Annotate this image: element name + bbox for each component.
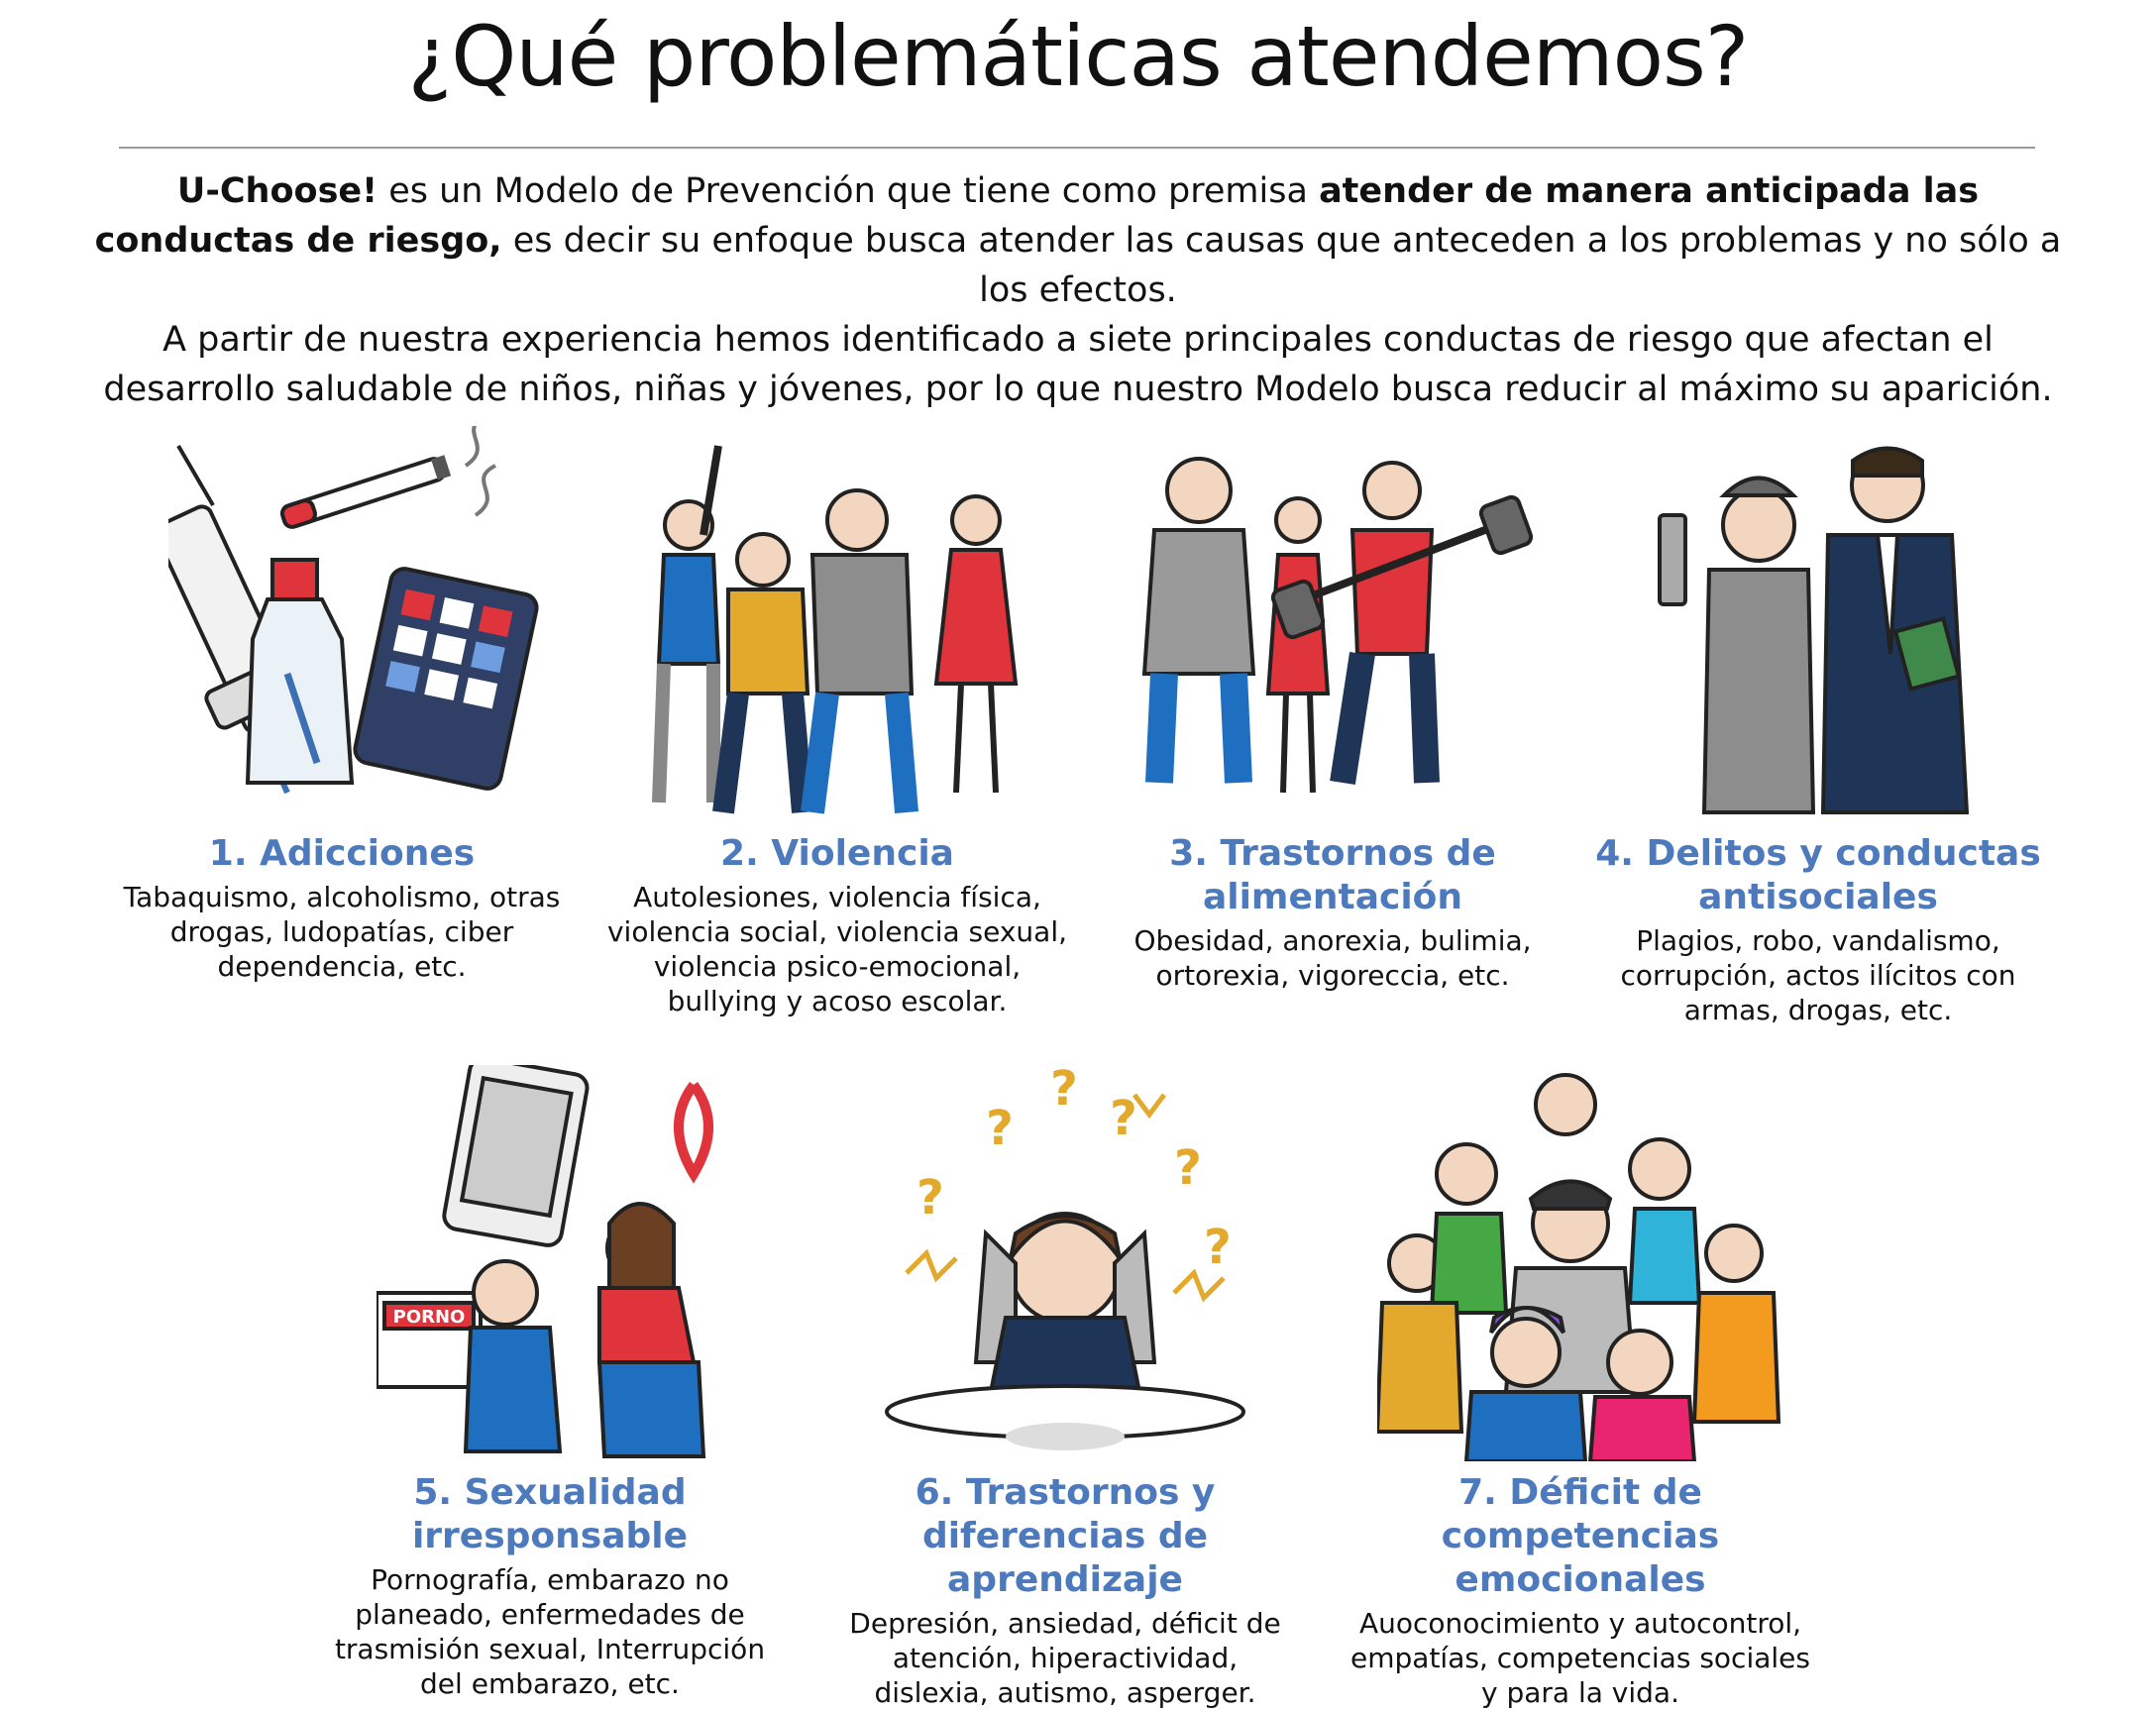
question-mark: ?	[1050, 1065, 1078, 1117]
emotional-skills-illustration	[1377, 1065, 1783, 1461]
problem-title: 7. Déficit de competencias emocionales	[1441, 1472, 1720, 1600]
problem-title: 6. Trastornos y diferencias de aprendizaje	[915, 1472, 1216, 1600]
crime-illustration	[1655, 426, 1982, 822]
violence-illustration	[644, 426, 1040, 822]
problem-title: 2. Violencia	[720, 833, 954, 874]
question-mark: ?	[1110, 1091, 1137, 1146]
problem-description: Auoconocimiento y autocontrol, empatías, competencias sociales y para la vida.	[1350, 1607, 1810, 1709]
problem-description: Depresión, ansiedad, déficit de atención, hiperactividad, dislexia, autismo, asperger.	[849, 1607, 1281, 1709]
problem-description: Obesidad, anorexia, bulimia, ortorexia, vigoreccia, etc.	[1133, 924, 1532, 992]
page-title: ¿Qué problemáticas atendemos?	[407, 8, 1749, 105]
question-mark: ?	[1204, 1220, 1232, 1275]
problem-title: 3. Trastornos de alimentación	[1169, 833, 1496, 917]
question-mark: ?	[916, 1170, 944, 1226]
brand-name: U-Choose!	[176, 171, 378, 211]
problem-card-sexuality	[317, 1065, 783, 1699]
problem-title: 5. Sexualidad irresponsable	[411, 1472, 689, 1556]
intro-text	[79, 166, 2077, 414]
question-mark: ?	[986, 1101, 1014, 1156]
intro-paragraph-2: A partir de nuestra experiencia hemos identificado a siete principales conductas de riesgo que afectan el desarrollo saludable de niños, niñas y jóvenes, por lo que nuestro Modelo busca reducir al máximo su aparición.	[103, 320, 2053, 409]
problem-card-crime	[1585, 426, 2051, 1026]
eating-disorders-illustration	[1130, 446, 1536, 822]
problem-card-eating-disorders	[1100, 426, 1565, 1020]
learning-disorders-illustration	[877, 1065, 1253, 1461]
problem-description: Tabaquismo, alcoholismo, otras drogas, ludopatías, ciber dependencia, etc.	[123, 881, 561, 983]
porno-label: PORNO	[392, 1307, 466, 1328]
problem-title: 4. Delitos y conductas antisociales	[1595, 833, 2041, 917]
intro-emphasis: atender de manera anticipada las conductas de riesgo,	[94, 171, 1980, 261]
sexuality-illustration	[377, 1065, 753, 1461]
problem-description: Pornografía, embarazo no planeado, enfermedades de trasmisión sexual, Interrupción del embarazo, etc.	[334, 1563, 766, 1700]
addictions-illustration	[168, 426, 545, 822]
problem-title: 1. Adicciones	[208, 833, 476, 874]
question-mark: ?	[1174, 1140, 1202, 1196]
problem-description: Autolesiones, violencia física, violencia social, violencia sexual, violencia psico-emocional, bullying y acoso escolar.	[606, 881, 1068, 1017]
title-divider	[119, 147, 2035, 149]
problem-card-violence	[604, 426, 1070, 1020]
intro-text-2: es decir su enfoque busca atender las causas que anteceden a los problemas y no sólo a los efectos.	[501, 221, 2062, 310]
problem-card-learning-disorders	[832, 1065, 1298, 1709]
problem-card-addictions	[109, 426, 575, 1020]
problem-description: Plagios, robo, vandalismo, corrupción, actos ilícitos con armas, drogas, etc.	[1620, 924, 2016, 1026]
problem-card-emotional-skills	[1348, 1065, 1813, 1709]
intro-text-1: es un Modelo de Prevención que tiene como premisa	[377, 171, 1320, 211]
